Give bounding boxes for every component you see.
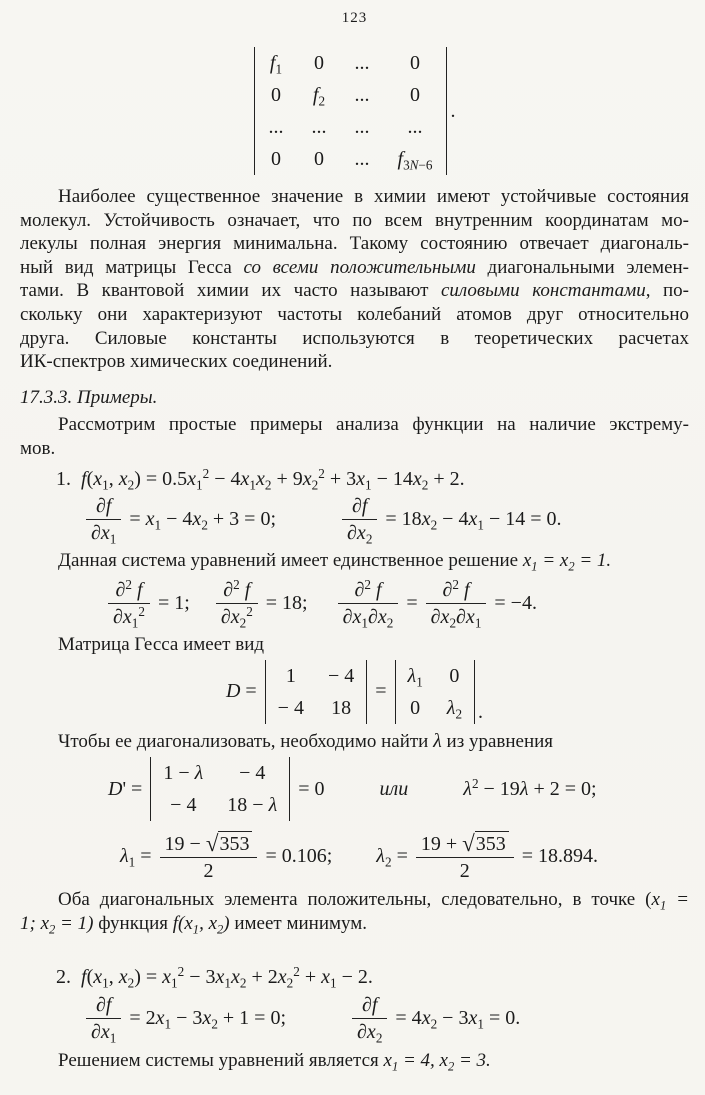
equation-period: . — [478, 700, 484, 723]
example-number: 2. — [56, 965, 71, 988]
matrix-cell: ... — [311, 116, 327, 138]
matrix-cell: $f_1$ — [269, 52, 283, 77]
matrix-cell: 0 — [314, 148, 324, 170]
matrix-cell: 0 — [314, 52, 324, 74]
fraction-denominator: 2 — [416, 857, 514, 882]
matrix-cell: ... — [268, 116, 284, 138]
matrix-grid — [396, 660, 475, 724]
page-number: 123 — [341, 10, 368, 26]
equation-rhs: = 0.106; — [265, 845, 333, 868]
paragraph-line: ИК-спектров химических соединений. — [20, 351, 333, 373]
solution-values: $x_1 = x_2 = 1$. — [522, 549, 612, 573]
fraction — [108, 576, 150, 631]
paragraph-line: тами. В квантовой химии их часто называют силовыми константами, по- — [20, 280, 690, 302]
text-diagonalize: Чтобы ее диагонализовать, необходимо найти λ из уравнения — [58, 729, 554, 752]
fraction-denominator: $\partial x_1$ — [86, 519, 121, 544]
fraction — [216, 576, 258, 631]
equation-lhs: $\lambda_2$ = — [376, 845, 408, 870]
fraction — [352, 993, 387, 1046]
fraction-denominator: $\partial x_2$ — [342, 519, 377, 544]
equation-function-1 — [56, 465, 689, 493]
matrix-cell: 0 — [410, 696, 421, 719]
paragraph-line: друга. Силовые константы используются в теоретических расчетах — [20, 327, 689, 349]
matrix-cell: ... — [407, 116, 423, 138]
equation-lhs: D' = — [108, 777, 143, 800]
fraction-denominator: $\partial x_2^2$ — [216, 603, 258, 628]
matrix-cell: $\lambda_2$ — [446, 696, 463, 722]
solution-values: $x_1 = 4$, $x_2 = 3$. — [383, 1049, 491, 1073]
formula: $f(x_1$, $x_2) = 0.5x_1^2 - 4x_1x_2 + 9x_2^2 + 3x_1 - 14x_2 + 2$. — [81, 465, 465, 493]
determinant-brackets — [395, 660, 476, 724]
point-values: $x_1$ = — [651, 889, 689, 913]
fraction-denominator: $\partial x_2\partial x_1$ — [426, 603, 487, 628]
determinant-brackets — [265, 660, 368, 724]
matrix-cell: − 4 — [327, 664, 355, 687]
matrix-cell: 1 — [285, 664, 296, 687]
equation-partials-1 — [86, 494, 689, 547]
paragraph-line: Наиболее существенное значение в химии имеют устойчивые состояния — [58, 186, 689, 207]
equation-partials-2 — [86, 993, 689, 1046]
quadratic-equation: $\lambda^2 - 19\lambda + 2 = 0$; — [463, 775, 597, 800]
matrix-cell: 0 — [449, 664, 460, 687]
matrix-cell: 1 − λ — [163, 762, 204, 785]
equation-rhs: = $2x_1 - 3x_2 + 1 = 0$; — [129, 1006, 287, 1032]
paragraph-stability — [20, 185, 689, 374]
matrix-cell: 0 — [271, 84, 281, 106]
fraction — [338, 576, 399, 631]
paragraph-solution-2: Решением системы уравнений является $x_1 = 4$, $x_2 = 3$. — [58, 1049, 491, 1073]
matrix-grid — [151, 757, 289, 821]
matrix-cell: 18 — [331, 696, 352, 719]
matrix-right-bar — [289, 757, 290, 821]
matrix-cell: $f_2$ — [312, 84, 326, 109]
equation-second-derivatives — [108, 576, 689, 631]
force-constant-matrix — [20, 47, 689, 175]
matrix-right-bar — [366, 660, 367, 724]
paragraph-line: молекул. Устойчивость означает, что по всем внутренним координатам мо- — [20, 209, 689, 231]
matrix-cell: ... — [354, 52, 370, 74]
equation-rhs: = 1; — [157, 592, 190, 615]
fraction — [342, 494, 377, 547]
or-word: или — [379, 777, 409, 800]
fraction — [86, 993, 121, 1046]
paragraph-line: лекулы полная энергия минимальна. Такому состоянию отвечает диагональ- — [20, 233, 689, 255]
paragraph-line: 1; $x_2 = 1$) функция $f(x_1$, $x_2$) имеет минимум. — [20, 912, 368, 937]
determinant-brackets — [254, 47, 448, 175]
equation-rhs: = −4. — [494, 592, 537, 615]
fraction — [426, 576, 487, 631]
matrix-cell: ... — [354, 116, 370, 138]
equation-rhs: = 18.894. — [521, 845, 599, 868]
equation-rhs: = $4x_2 - 3x_1 = 0$. — [395, 1006, 521, 1032]
equals-sign: = — [406, 592, 418, 615]
equation-rhs: = 0 — [298, 777, 325, 800]
formula: $f(x_1$, $x_2) = x_1^2 - 3x_1x_2 + 2x_2^2 + x_1 - 2$. — [81, 963, 373, 991]
paragraph-line: ный вид матрицы Гесса со всеми положительными диагональными элемен- — [20, 256, 690, 278]
fraction-numerator: 19 − √ 353 — [160, 831, 258, 857]
lambda-symbol: λ — [433, 729, 442, 752]
paragraph-examples-intro — [20, 413, 689, 460]
fraction — [416, 831, 514, 882]
fraction-denominator: $\partial x_1^2$ — [108, 603, 150, 628]
emphasis-text: со всеми положительными — [243, 256, 476, 278]
fraction-denominator: 2 — [160, 857, 258, 882]
equation-rhs: = 18; — [265, 592, 308, 615]
fraction-numerator: ∂$^2$ f — [442, 576, 470, 602]
fraction-numerator: ∂$^2$ f — [223, 576, 251, 602]
section-heading: 17.3.3. Примеры. — [20, 386, 158, 408]
paragraph-conclusion-1 — [20, 888, 689, 935]
determinant-brackets — [150, 757, 290, 821]
paragraph-line: скольку они характеризуют частоты колебаний атомов друг относительно — [20, 303, 689, 325]
equation-rhs: = $x_1 - 4x_2 + 3 = 0$; — [129, 507, 277, 533]
matrix-right-bar — [474, 660, 475, 724]
fraction-denominator: $\partial x_1$ — [86, 1018, 121, 1043]
matrix-cell: − 4 — [277, 696, 304, 719]
fraction-numerator: ∂$^2$ f — [115, 576, 143, 602]
fraction — [160, 831, 258, 882]
matrix-grid — [266, 660, 367, 724]
fraction-numerator: ∂$^2$ f — [354, 576, 382, 602]
text-hesse-matrix: Матрица Гесса имеет вид — [58, 634, 265, 656]
matrix-cell: $\lambda_1$ — [407, 664, 423, 690]
fraction — [86, 494, 121, 547]
fraction-numerator: ∂f — [95, 993, 112, 1016]
matrix-cell: 18 − λ — [227, 794, 278, 817]
matrix-cell: 0 — [409, 84, 420, 106]
matrix-cell: ... — [354, 148, 370, 170]
matrix-right-bar — [446, 47, 447, 175]
equation-characteristic — [108, 757, 689, 821]
example-number: 1. — [56, 467, 71, 490]
paragraph-line: мов. — [20, 437, 56, 459]
fraction-numerator: ∂f — [361, 993, 378, 1016]
equation-function-2 — [56, 963, 689, 991]
equation-eigenvalues — [120, 831, 689, 882]
point-values: 1; $x_2 = 1$) — [20, 912, 94, 937]
matrix-cell: − 4 — [239, 762, 266, 785]
paragraph-solution-1: Данная система уравнений имеет единственное решение $x_1 = x_2 = 1$. — [58, 549, 612, 573]
paragraph-line: Рассмотрим простые примеры анализа функции на наличие экстрему- — [58, 414, 689, 436]
emphasis-text: силовыми константами — [440, 280, 646, 302]
matrix-cell: 0 — [409, 52, 420, 74]
fraction-numerator: 19 + √ 353 — [416, 831, 514, 857]
fraction-numerator: ∂f — [95, 494, 112, 517]
function-name: $f(x_1$, $x_2$) — [172, 912, 230, 937]
equation-hesse-determinant — [20, 660, 689, 724]
fraction-denominator: $\partial x_2$ — [352, 1018, 387, 1043]
matrix-cell: $f_{3N-6}$ — [397, 148, 433, 173]
equals-sign: = — [375, 680, 387, 703]
matrix-cell: − 4 — [170, 794, 197, 817]
fraction-numerator: ∂f — [351, 494, 368, 517]
matrix-cell: 0 — [271, 148, 281, 170]
equation-lhs: D = — [225, 680, 257, 703]
equation-rhs: = $18x_2 - 4x_1 - 14 = 0$. — [385, 507, 562, 533]
matrix-cell: ... — [354, 84, 370, 106]
matrix-period: . — [450, 99, 456, 122]
paragraph-line: Оба диагональных элемента положительны, следовательно, в точке ($x_1$ = — [58, 889, 689, 913]
matrix-grid — [255, 47, 447, 175]
fraction-denominator: $\partial x_1\partial x_2$ — [338, 603, 399, 628]
equation-lhs: $\lambda_1$ = — [120, 845, 152, 870]
